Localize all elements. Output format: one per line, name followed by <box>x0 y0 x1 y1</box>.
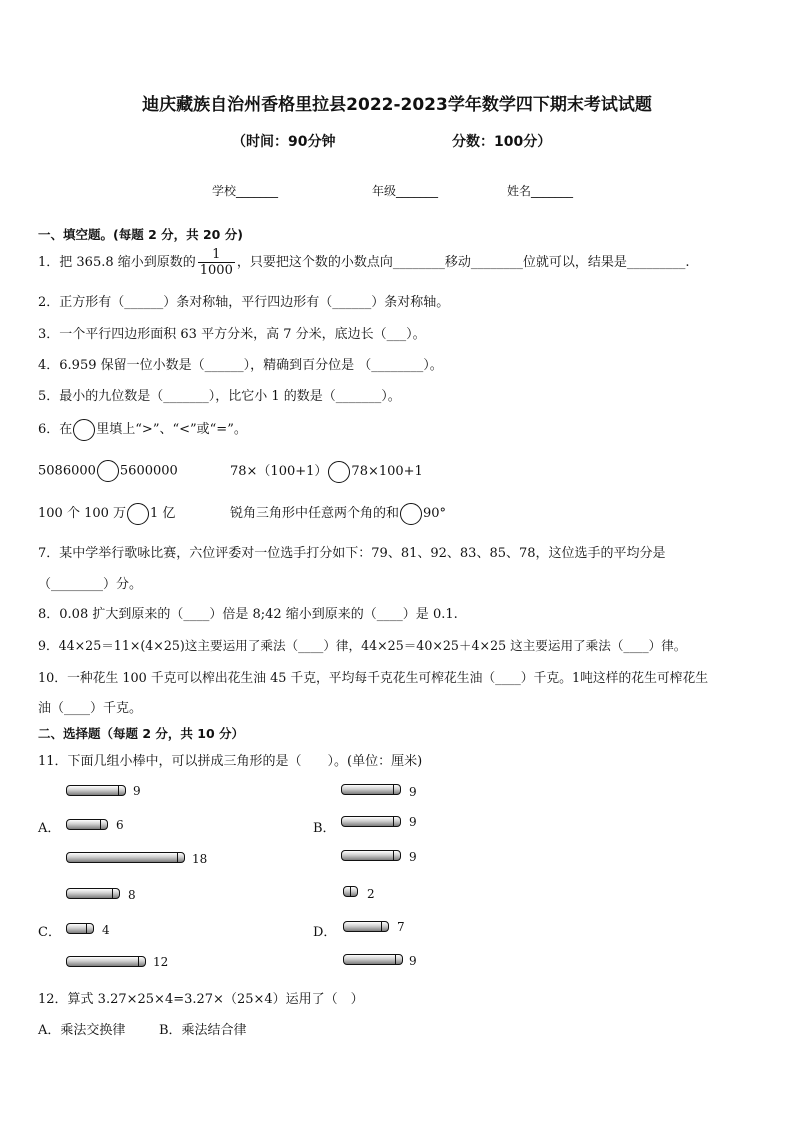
stick-c-3 <box>66 956 146 967</box>
stick-b-3 <box>341 850 401 861</box>
exam-time: （时间：90分钟 <box>232 134 336 150</box>
compare-left: 78×（100+1） <box>230 464 328 479</box>
stick-b-2-length: 9 <box>409 815 417 829</box>
compare-right: 5600000 <box>119 463 178 479</box>
question-5: 5．最小的九位数是（_______），比它小 1 的数是（_______）。 <box>38 389 401 404</box>
section-heading-choice: 二、选择题（每题 2 分，共 10 分） <box>38 726 245 741</box>
stick-a-3-length: 18 <box>192 852 208 866</box>
q12-option-a: A．乘法交换律 <box>38 1023 126 1038</box>
compare-row-2a <box>38 502 175 525</box>
stick-b-3-length: 9 <box>409 850 417 864</box>
stick-b-1-length: 9 <box>409 785 417 799</box>
fraction-denominator: 1000 <box>199 263 233 278</box>
compare-circle[interactable] <box>328 461 350 483</box>
stick-d-3 <box>343 954 403 965</box>
stick-a-3 <box>66 852 185 863</box>
grade-field: 年级_______ <box>372 184 439 198</box>
stick-d-3-length: 9 <box>409 954 417 968</box>
option-d-label: D． <box>313 925 337 940</box>
compare-left: 100 个 100 万 <box>38 506 127 521</box>
compare-right: 78×100+1 <box>351 464 423 479</box>
stick-c-1 <box>66 888 120 899</box>
question-3: 3．一个平行四边形面积 63 平方分米，高 7 分米，底边长（___）。 <box>38 327 426 342</box>
compare-left: 锐角三角形中任意两个角的和 <box>230 506 400 521</box>
stick-c-3-length: 12 <box>153 955 169 969</box>
fraction <box>198 247 235 278</box>
stick-c-1-length: 8 <box>128 888 136 902</box>
option-c-label: C． <box>38 925 61 940</box>
stick-d-1 <box>343 886 358 897</box>
option-a-label: A． <box>38 821 61 836</box>
stick-a-1-length: 9 <box>133 784 141 798</box>
question-10-cont: 油（____）千克。 <box>38 701 143 716</box>
fraction-numerator: 1 <box>198 247 235 263</box>
q6-prefix: 6．在 <box>38 422 73 437</box>
name-field: 姓名_______ <box>507 184 574 198</box>
stick-d-2-length: 7 <box>397 920 405 934</box>
compare-circle[interactable] <box>127 503 149 525</box>
stick-c-2 <box>66 923 94 934</box>
q12-option-b: B．乘法结合律 <box>159 1023 247 1038</box>
question-2: 2．正方形有（______）条对称轴，平行四边形有（______）条对称轴。 <box>38 295 450 310</box>
page-title: 迪庆藏族自治州香格里拉县2022-2023学年数学四下期末考试试题 <box>142 95 652 115</box>
exam-score: 分数：100分） <box>452 134 552 150</box>
stick-b-2 <box>341 816 401 827</box>
compare-circle[interactable] <box>73 419 95 441</box>
question-6 <box>38 418 247 441</box>
q6-suffix: 里填上“>”、“<”或“=”。 <box>96 422 247 437</box>
stick-b-1 <box>341 784 401 795</box>
stick-a-2 <box>66 819 108 830</box>
stick-c-2-length: 4 <box>102 923 110 937</box>
q1-prefix: 1．把 365.8 缩小到原数的 <box>38 255 196 270</box>
compare-row-1b <box>230 460 423 483</box>
question-4: 4．6.959 保留一位小数是（______），精确到百分位是 （________）。 <box>38 358 443 373</box>
compare-right: 1 亿 <box>150 506 176 521</box>
q1-suffix: ，只要把这个数的小数点向________移动________位就可以，结果是_________. <box>236 255 690 270</box>
question-10: 10．一种花生 100 千克可以榨出花生油 45 千克，平均每千克花生可榨花生油（____）千克。1吨这样的花生可榨花生 <box>38 671 709 686</box>
compare-row-2b <box>230 502 446 525</box>
question-9: 9．44×25＝11×(4×25)这主要运用了乘法（____）律，44×25＝40×25＋4×25 这主要运用了乘法（____）律。 <box>38 638 687 653</box>
stick-a-1 <box>66 785 126 796</box>
compare-circle[interactable] <box>400 503 422 525</box>
stick-d-1-length: 2 <box>367 887 375 901</box>
question-8: 8．0.08 扩大到原来的（____）倍是 8;42 缩小到原来的（____）是 0.1. <box>38 607 458 622</box>
stick-d-2 <box>343 921 389 932</box>
section-heading-fill-blank: 一、填空题。(每题 2 分，共 20 分) <box>38 227 243 242</box>
school-field: 学校_______ <box>212 184 279 198</box>
question-7: 7．某中学举行歌咏比赛，六位评委对一位选手打分如下：79、81、92、83、85、78，这位选手的平均分是 <box>38 546 666 561</box>
option-b-label: B． <box>313 821 336 836</box>
compare-circle[interactable] <box>97 460 119 482</box>
stick-a-2-length: 6 <box>116 818 124 832</box>
question-7-cont: （________）分。 <box>38 577 143 592</box>
compare-row-1a <box>38 460 178 482</box>
question-1 <box>38 247 690 278</box>
question-12: 12．算式 3.27×25×4=3.27×（25×4）运用了（ ） <box>38 992 364 1007</box>
compare-left: 5086000 <box>38 463 96 479</box>
question-11: 11．下面几组小棒中，可以拼成三角形的是（ ）。(单位：厘米) <box>38 754 423 769</box>
compare-right: 90° <box>423 506 447 521</box>
